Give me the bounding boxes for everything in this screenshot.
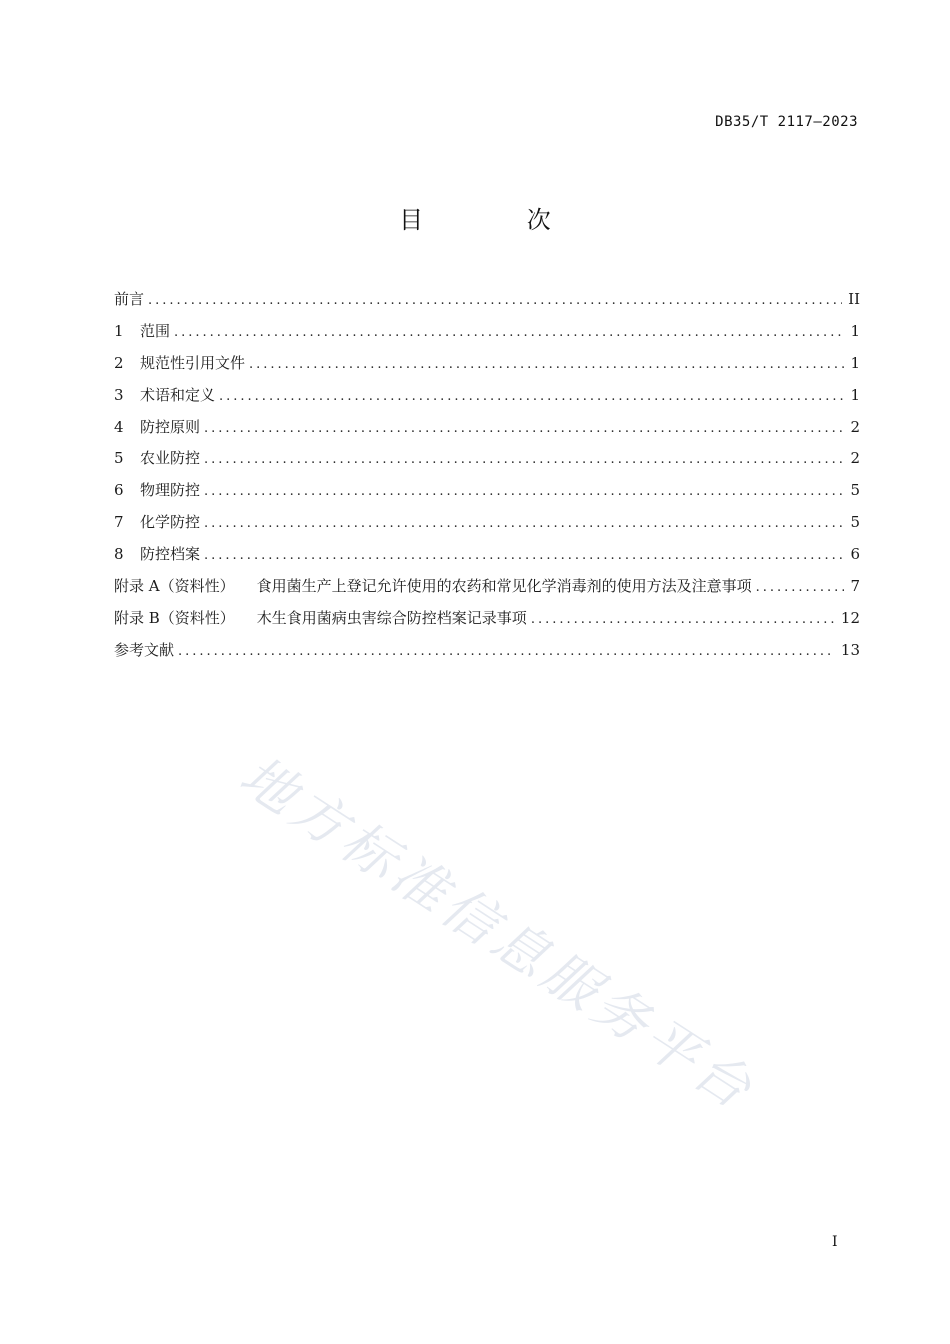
toc-entry-8[interactable] <box>114 541 860 573</box>
toc-entry-page: 1 <box>850 321 860 340</box>
toc-entry-number: 8 <box>114 545 124 564</box>
toc-entry-page: 6 <box>850 545 860 564</box>
toc-entry-1[interactable] <box>114 318 860 350</box>
toc-entry-annex-b[interactable] <box>114 605 860 637</box>
toc-entry-label: 化学防控 <box>140 513 201 532</box>
toc-entry-references[interactable] <box>114 637 860 669</box>
toc-entry-3[interactable] <box>114 382 860 414</box>
toc-leader-dots <box>756 575 844 601</box>
toc-leader-dots <box>204 416 844 442</box>
toc-entry-label: 防控原则 <box>140 417 201 436</box>
toc-entry-label: 物理防控 <box>140 481 201 500</box>
toc-entry-page: II <box>848 290 860 308</box>
toc-leader-dots <box>531 607 835 633</box>
toc-leader-dots <box>219 384 844 410</box>
toc-entry-number: 6 <box>114 481 124 500</box>
toc-entry-5[interactable] <box>114 445 860 477</box>
toc-entry-number: 3 <box>114 385 124 404</box>
page-number: I <box>832 1234 838 1250</box>
toc-leader-dots <box>148 288 842 314</box>
toc-annex-label: 附录 B（资料性） <box>114 608 235 627</box>
document-code: DB35/T 2117—2023 <box>715 114 858 130</box>
toc-leader-dots <box>174 320 844 346</box>
toc-leader-dots <box>204 447 844 473</box>
toc-entry-label: 防控档案 <box>140 545 201 564</box>
toc-entry-number: 5 <box>114 449 124 468</box>
toc-leader-dots <box>204 543 844 569</box>
toc-leader-dots <box>204 511 844 537</box>
toc-entry-foreword[interactable] <box>114 286 860 318</box>
toc-annex-label: 附录 A（资料性） <box>114 577 235 596</box>
toc-entry-label: 农业防控 <box>140 449 201 468</box>
toc-entry-label: 前言 <box>114 290 145 308</box>
toc-entry-annex-a[interactable] <box>114 573 860 605</box>
toc-entry-number: 4 <box>114 417 124 436</box>
toc-leader-dots <box>204 479 844 505</box>
toc-entry-label: 术语和定义 <box>140 385 216 404</box>
toc-entry-page: 5 <box>850 481 860 500</box>
toc-leader-dots <box>249 352 844 378</box>
toc-entry-label: 规范性引用文件 <box>140 353 246 372</box>
toc-entry-7[interactable] <box>114 509 860 541</box>
toc-entry-number: 7 <box>114 513 124 532</box>
toc-entry-label: 木生食用菌病虫害综合防控档案记录事项 <box>256 608 527 627</box>
toc-entry-number: 1 <box>114 321 124 340</box>
toc-entry-label: 参考文献 <box>114 640 175 659</box>
toc-leader-dots <box>178 639 835 665</box>
toc-entry-label: 范围 <box>140 321 171 340</box>
toc-entry-page: 1 <box>850 353 860 372</box>
page-title: 目 次 <box>399 206 599 234</box>
toc-entry-page: 12 <box>840 608 860 627</box>
toc-entry-page: 1 <box>850 385 860 404</box>
toc-entry-number: 2 <box>114 353 124 372</box>
toc-entry-4[interactable] <box>114 414 860 446</box>
toc-entry-page: 2 <box>850 417 860 436</box>
toc-entry-page: 2 <box>850 449 860 468</box>
toc-entry-label: 食用菌生产上登记允许使用的农药和常见化学消毒剂的使用方法及注意事项 <box>256 577 752 596</box>
watermark: 地方标准信息服务平台 <box>229 743 767 1124</box>
table-of-contents <box>114 286 860 669</box>
toc-entry-6[interactable] <box>114 477 860 509</box>
toc-entry-2[interactable] <box>114 350 860 382</box>
toc-entry-page: 5 <box>850 513 860 532</box>
toc-entry-page: 13 <box>840 640 860 659</box>
toc-entry-page: 7 <box>850 577 860 596</box>
